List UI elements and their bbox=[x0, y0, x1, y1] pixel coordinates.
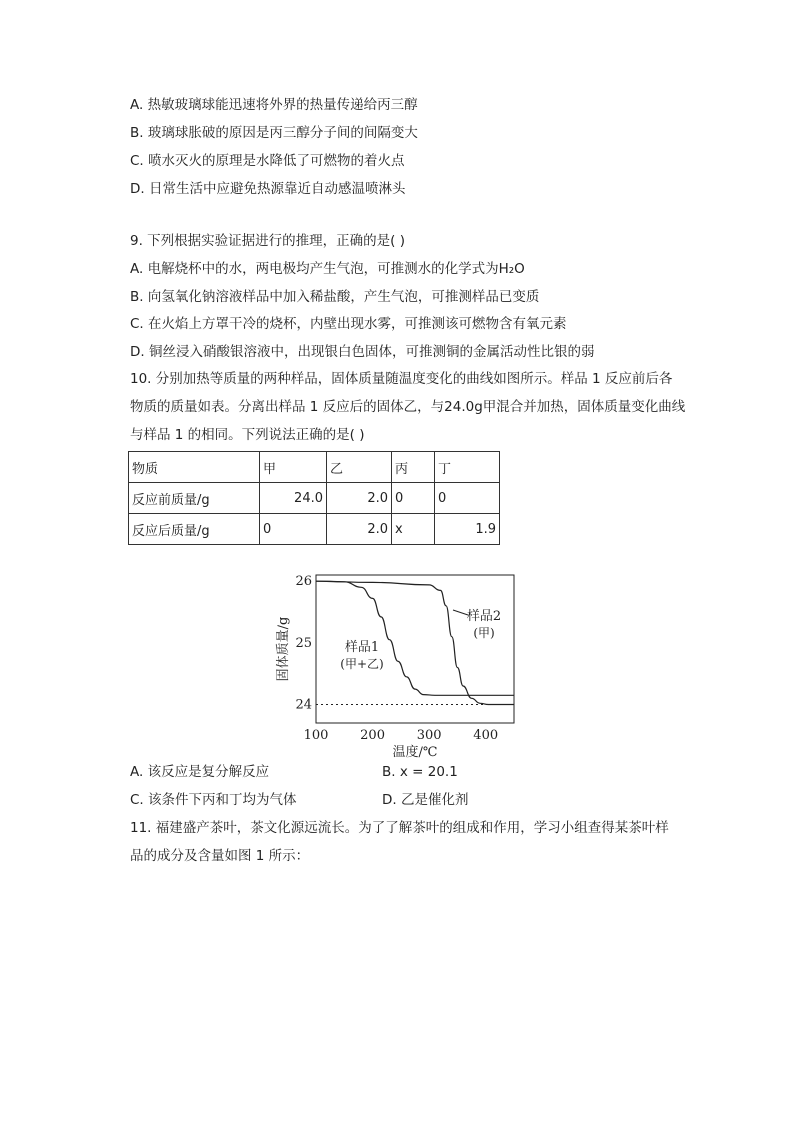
q9-option-a: A. 电解烧杯中的水，两电极均产生气泡，可推测水的化学式为H₂O bbox=[130, 261, 525, 277]
q10-option-d: D. 乙是催化剂 bbox=[382, 792, 469, 808]
table-cell: 丙 bbox=[392, 452, 435, 483]
table-row bbox=[129, 483, 500, 514]
table-cell: 1.9 bbox=[435, 514, 500, 545]
table-cell: 反应前质量/g bbox=[129, 483, 260, 514]
q10-option-b: B. x = 20.1 bbox=[382, 764, 458, 780]
y-axis-label: 固体质量/g bbox=[276, 616, 291, 682]
q8-option-a: A. 热敏玻璃球能迅速将外界的热量传递给丙三醇 bbox=[130, 97, 418, 113]
q11-stem-line-2: 品的成分及含量如图 1 所示： bbox=[130, 848, 310, 864]
table-cell: 反应后质量/g bbox=[129, 514, 260, 545]
y-tick-label: 26 bbox=[295, 574, 312, 590]
table-cell: 0 bbox=[260, 514, 327, 545]
x-tick-label: 200 bbox=[360, 728, 385, 743]
leader-line bbox=[453, 610, 468, 615]
q9-option-b: B. 向氢氧化钠溶液样品中加入稀盐酸，产生气泡，可推测样品已变质 bbox=[130, 289, 540, 305]
y-tick-label: 25 bbox=[295, 635, 312, 651]
table-row bbox=[129, 514, 500, 545]
q10-stem-line-2: 物质的质量如表。分离出样品 1 反应后的固体乙，与24.0g甲混合并加热，固体质量变化曲线 bbox=[130, 399, 686, 415]
x-tick-label: 100 bbox=[303, 728, 329, 743]
table-cell: 甲 bbox=[260, 452, 327, 483]
q10-option-c: C. 该条件下丙和丁均为气体 bbox=[130, 792, 297, 808]
table-cell: 0 bbox=[435, 483, 500, 514]
q10-stem-line-1: 10. 分别加热等质量的两种样品，固体质量随温度变化的曲线如图所示。样品 1 反应前后各 bbox=[130, 371, 673, 387]
q9-stem: 9. 下列根据实验证据进行的推理，正确的是( ) bbox=[130, 233, 405, 249]
mass-table bbox=[128, 451, 500, 545]
series-sublabel-sample-1: (甲+乙) bbox=[340, 657, 384, 671]
q8-option-b: B. 玻璃球胀破的原因是丙三醇分子间的间隔变大 bbox=[130, 125, 418, 141]
series-label-sample-1: 样品1 bbox=[344, 640, 380, 655]
q8-option-c: C. 喷水灭火的原理是水降低了可燃物的着火点 bbox=[130, 153, 405, 169]
x-tick-label: 400 bbox=[473, 728, 499, 743]
x-tick-label: 300 bbox=[416, 728, 442, 743]
table-cell: 乙 bbox=[327, 452, 392, 483]
series-sublabel-sample-2: (甲) bbox=[473, 626, 495, 640]
table-header-row bbox=[129, 452, 500, 483]
x-axis-label: 温度/℃ bbox=[392, 745, 438, 760]
series-label-sample-2: 样品2 bbox=[466, 609, 502, 624]
table-cell: 2.0 bbox=[327, 483, 392, 514]
table-cell: 2.0 bbox=[327, 514, 392, 545]
table-cell: 物质 bbox=[129, 452, 260, 483]
q9-option-c: C. 在火焰上方罩干冷的烧杯，内壁出现水雾，可推测该可燃物含有氧元素 bbox=[130, 316, 567, 332]
y-tick-label: 24 bbox=[295, 697, 312, 713]
table-cell: 丁 bbox=[435, 452, 500, 483]
q10-stem-line-3: 与样品 1 的相同。下列说法正确的是( ) bbox=[130, 427, 365, 443]
q8-option-d: D. 日常生活中应避免热源靠近自动感温喷淋头 bbox=[130, 181, 406, 197]
table-cell: x bbox=[392, 514, 435, 545]
table-cell: 0 bbox=[392, 483, 435, 514]
q10-option-a: A. 该反应是复分解反应 bbox=[130, 764, 270, 780]
table-cell: 24.0 bbox=[260, 483, 327, 514]
q9-option-d: D. 铜丝浸入硝酸银溶液中，出现银白色固体，可推测铜的金属活动性比银的弱 bbox=[130, 344, 595, 360]
q11-stem-line-1: 11. 福建盛产茶叶，茶文化源远流长。为了了解茶叶的组成和作用，学习小组查得某茶叶样 bbox=[130, 820, 669, 836]
mass-temperature-chart bbox=[270, 570, 530, 762]
